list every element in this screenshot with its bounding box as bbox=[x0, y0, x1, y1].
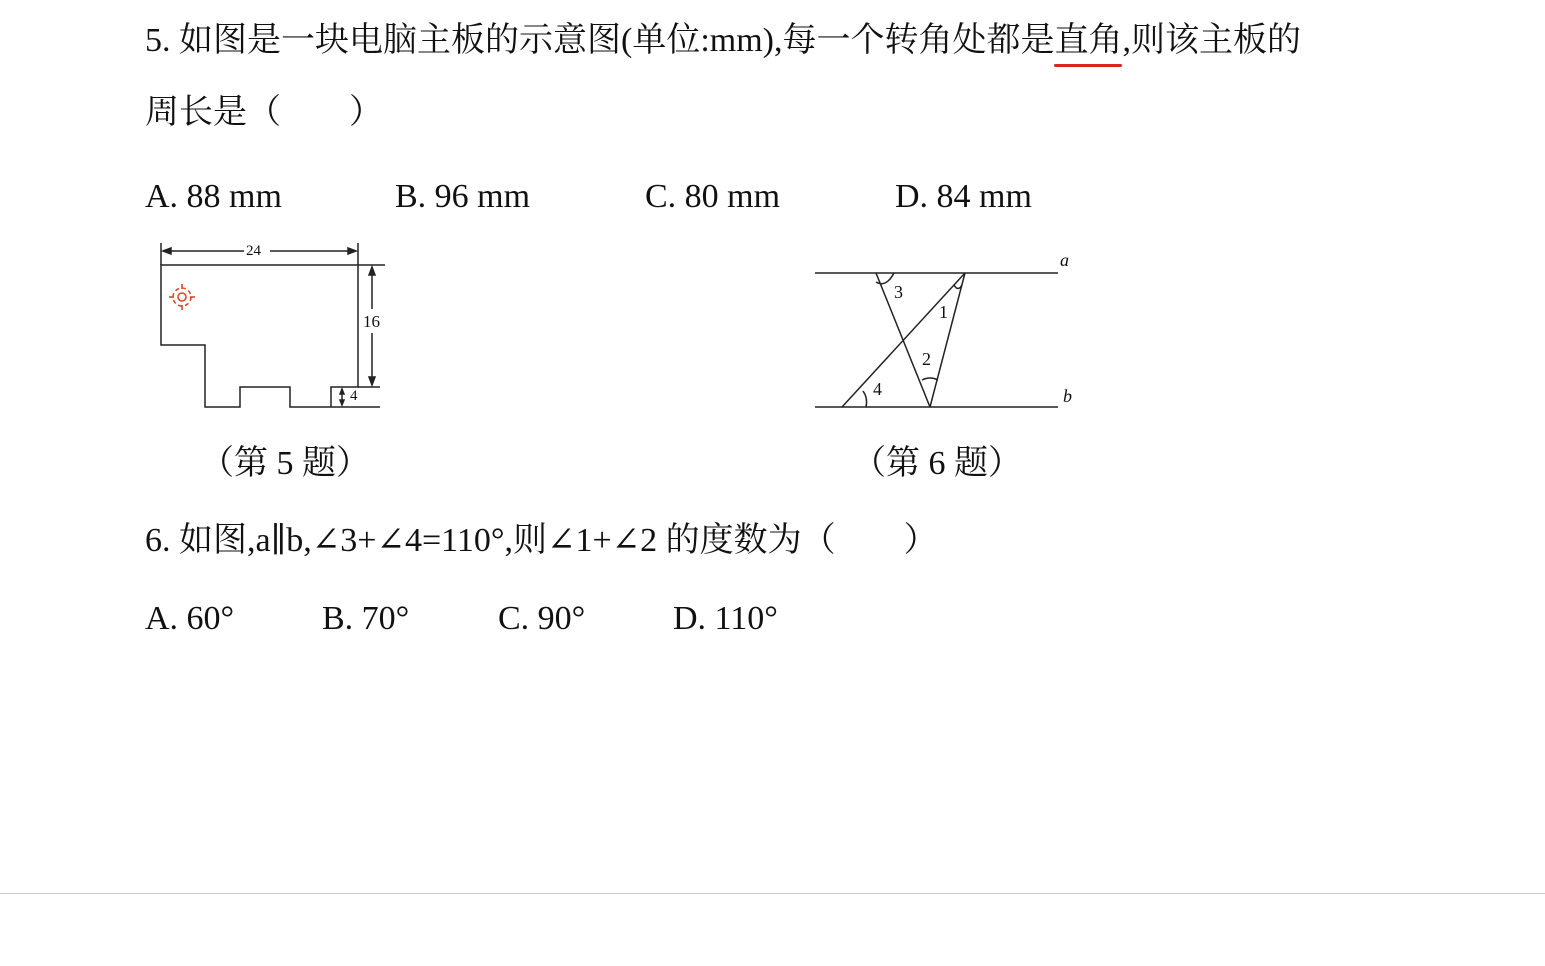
figure-6-caption: （第 6 题） bbox=[852, 445, 1022, 482]
parallel-lines-figure bbox=[815, 273, 1058, 407]
q5-option-c: C. 80 mm bbox=[645, 178, 781, 215]
angle-1-label: 1 bbox=[939, 302, 948, 322]
target-icon bbox=[169, 284, 195, 310]
q5-stem-line2: 周长是（ ） bbox=[145, 94, 383, 131]
figure-5-caption: （第 5 题） bbox=[200, 445, 370, 482]
notch-label: 4 bbox=[350, 388, 358, 404]
q5-option-b: B. 96 mm bbox=[395, 178, 531, 215]
q6-stem: 6. 如图,a∥b,∠3+∠4=110°,则∠1+∠2 的度数为（ ） bbox=[145, 522, 938, 559]
underlined-right-angle: 直角 bbox=[1054, 22, 1123, 59]
q5-stem-text-end: ,则该主板的 bbox=[1122, 22, 1301, 59]
motherboard-figure bbox=[161, 243, 385, 407]
line-b-label: b bbox=[1063, 386, 1072, 406]
q6-option-c: C. 90° bbox=[498, 600, 586, 637]
q5-option-d: D. 84 mm bbox=[895, 178, 1032, 215]
line-a-label: a bbox=[1060, 250, 1069, 270]
q6-option-b: B. 70° bbox=[322, 600, 410, 637]
q5-option-a: A. 88 mm bbox=[145, 178, 282, 215]
page-divider bbox=[0, 893, 1545, 894]
q6-option-d: D. 110° bbox=[673, 600, 778, 637]
width-label: 24 bbox=[246, 243, 261, 259]
q6-option-a: A. 60° bbox=[145, 600, 235, 637]
angle-4-label: 4 bbox=[873, 379, 882, 399]
angle-2-label: 2 bbox=[922, 349, 931, 369]
q5-stem-text: 5. 如图是一块电脑主板的示意图(单位:mm),每一个转角处都是 bbox=[145, 22, 1055, 59]
angle-3-label: 3 bbox=[894, 282, 903, 302]
height-label: 16 bbox=[363, 312, 380, 331]
